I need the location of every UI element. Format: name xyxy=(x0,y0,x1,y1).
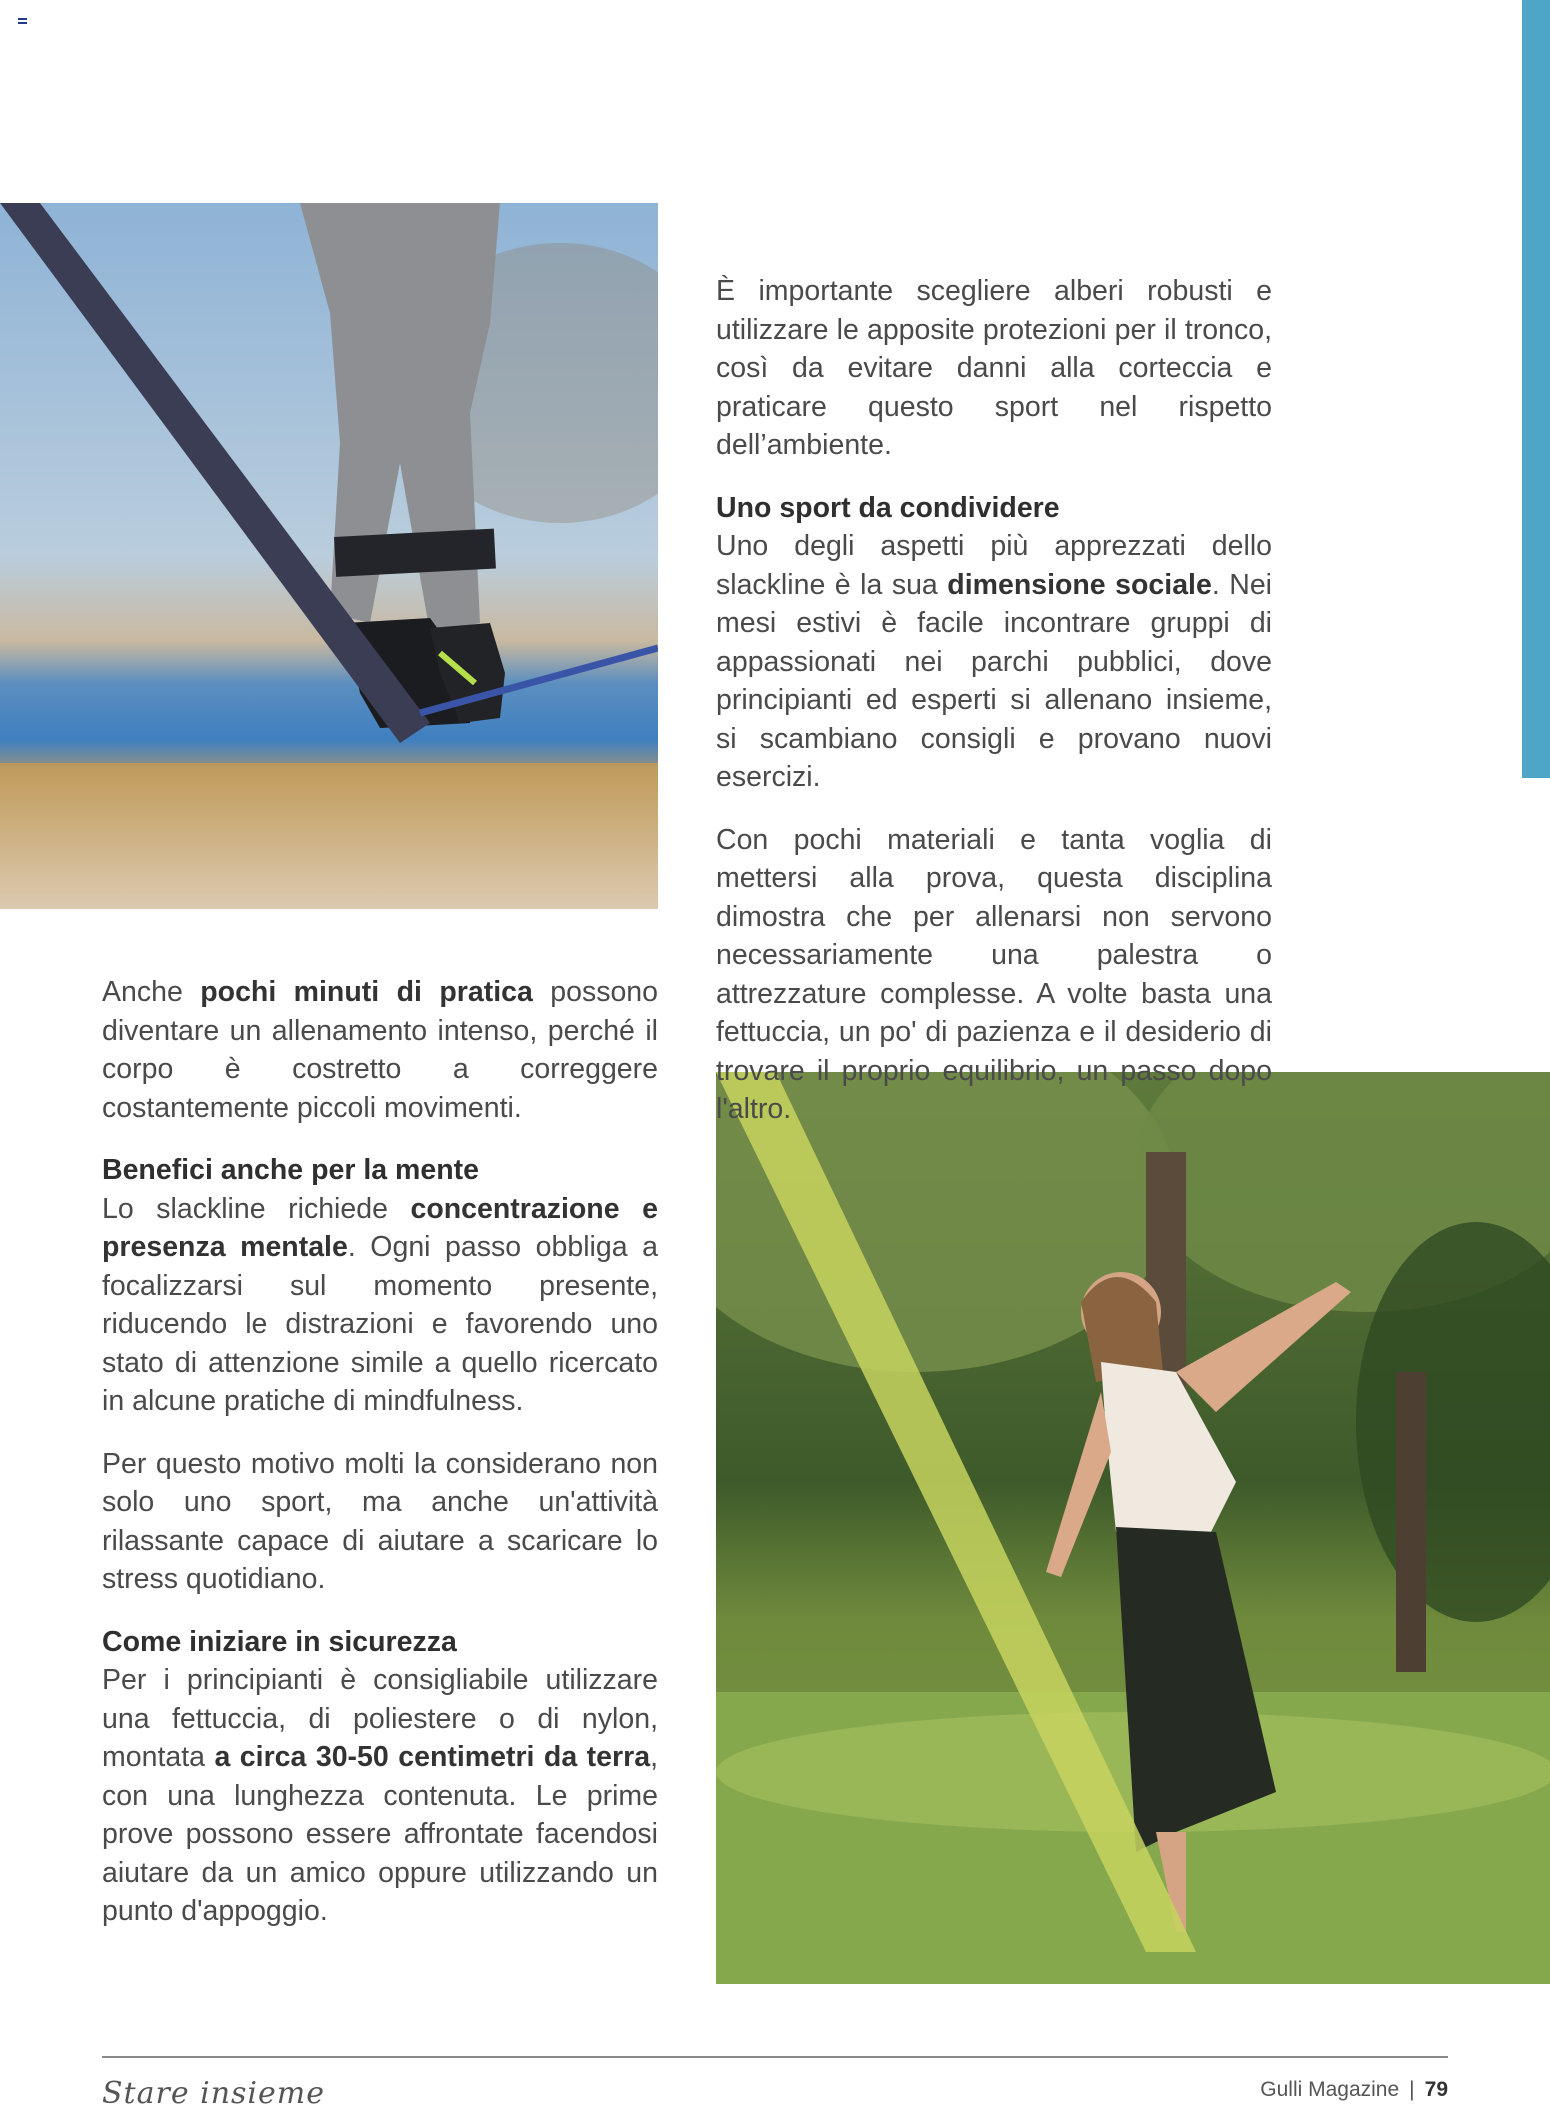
right-text-column xyxy=(716,272,1272,1129)
concentration-paragraph: Lo slackline richiede concentrazione e presenza mentale. Ogni passo obbliga a focalizzarsi sul momento presente, riducendo le distrazioni e favorendo uno stato di attenzione simile a quello ricercato in alcune pratiche di mindfulness. xyxy=(102,1192,658,1417)
relaxing-paragraph: Per questo motivo molti la considerano non solo uno sport, ma anche un'attività rilassante capace di aiutare a scaricare lo stress quotidiano. xyxy=(102,1447,658,1595)
heading-benefici-mente: Benefici anche per la mente xyxy=(102,1154,479,1186)
page-number: 79 xyxy=(1424,2078,1448,2101)
social-dimension-paragraph: Uno degli aspetti più apprezzati dello slackline è la sua dimensione sociale. Nei mesi estivi è facile incontrare gruppi di appassionati nei parchi pubblici, dove principianti ed esperti si allenano insieme, si scambiano consigli e provano nuovi esercizi. xyxy=(716,530,1272,793)
heading-uno-sport-da-condividere: Uno sport da condividere xyxy=(716,491,1060,524)
intro-paragraph: È importante scegliere alberi robusti e utilizzare le apposite protezioni per il tronco, così da evitare danni alla corteccia e praticare questo sport nel rispetto dell’ambiente. xyxy=(716,275,1272,461)
section-color-tab xyxy=(1522,0,1550,778)
slackline-feet-photo xyxy=(0,203,658,909)
left-text-column xyxy=(102,973,658,1931)
footer-separator: | xyxy=(1409,2078,1415,2101)
magazine-name: Gulli Magazine xyxy=(1260,2078,1400,2101)
footer-magazine-info xyxy=(1260,2078,1448,2102)
beginners-paragraph: Per i principianti è consigliabile utilizzare una fettuccia, di poliestere o di nylon, montata a circa 30-50 centimetri da terra, con una lunghezza contenuta. Le prime prove possono essere affrontate facendosi aiutare da un amico oppure utilizzando un punto d'appoggio. xyxy=(102,1664,658,1927)
corner-mark xyxy=(18,18,27,24)
practice-paragraph: Anche pochi minuti di pratica possono diventare un allenamento intenso, perché il corpo è costretto a correggere costantemente piccoli movimenti. xyxy=(102,976,658,1124)
footer-divider xyxy=(102,2056,1448,2058)
woman-on-slackline-in-park-photo xyxy=(716,1072,1550,1984)
footer-section-name: Stare insieme xyxy=(102,2076,325,2111)
materials-paragraph: Con pochi materiali e tanta voglia di mettersi alla prova, questa disciplina dimostra che per allenarsi non servono necessariamente una palestra o attrezzature complesse. A volte basta una fettuccia, un po' di pazienza e il desiderio di trovare il proprio equilibrio, un passo dopo l'altro. xyxy=(716,823,1272,1125)
heading-iniziare-sicurezza: Come iniziare in sicurezza xyxy=(102,1625,457,1658)
